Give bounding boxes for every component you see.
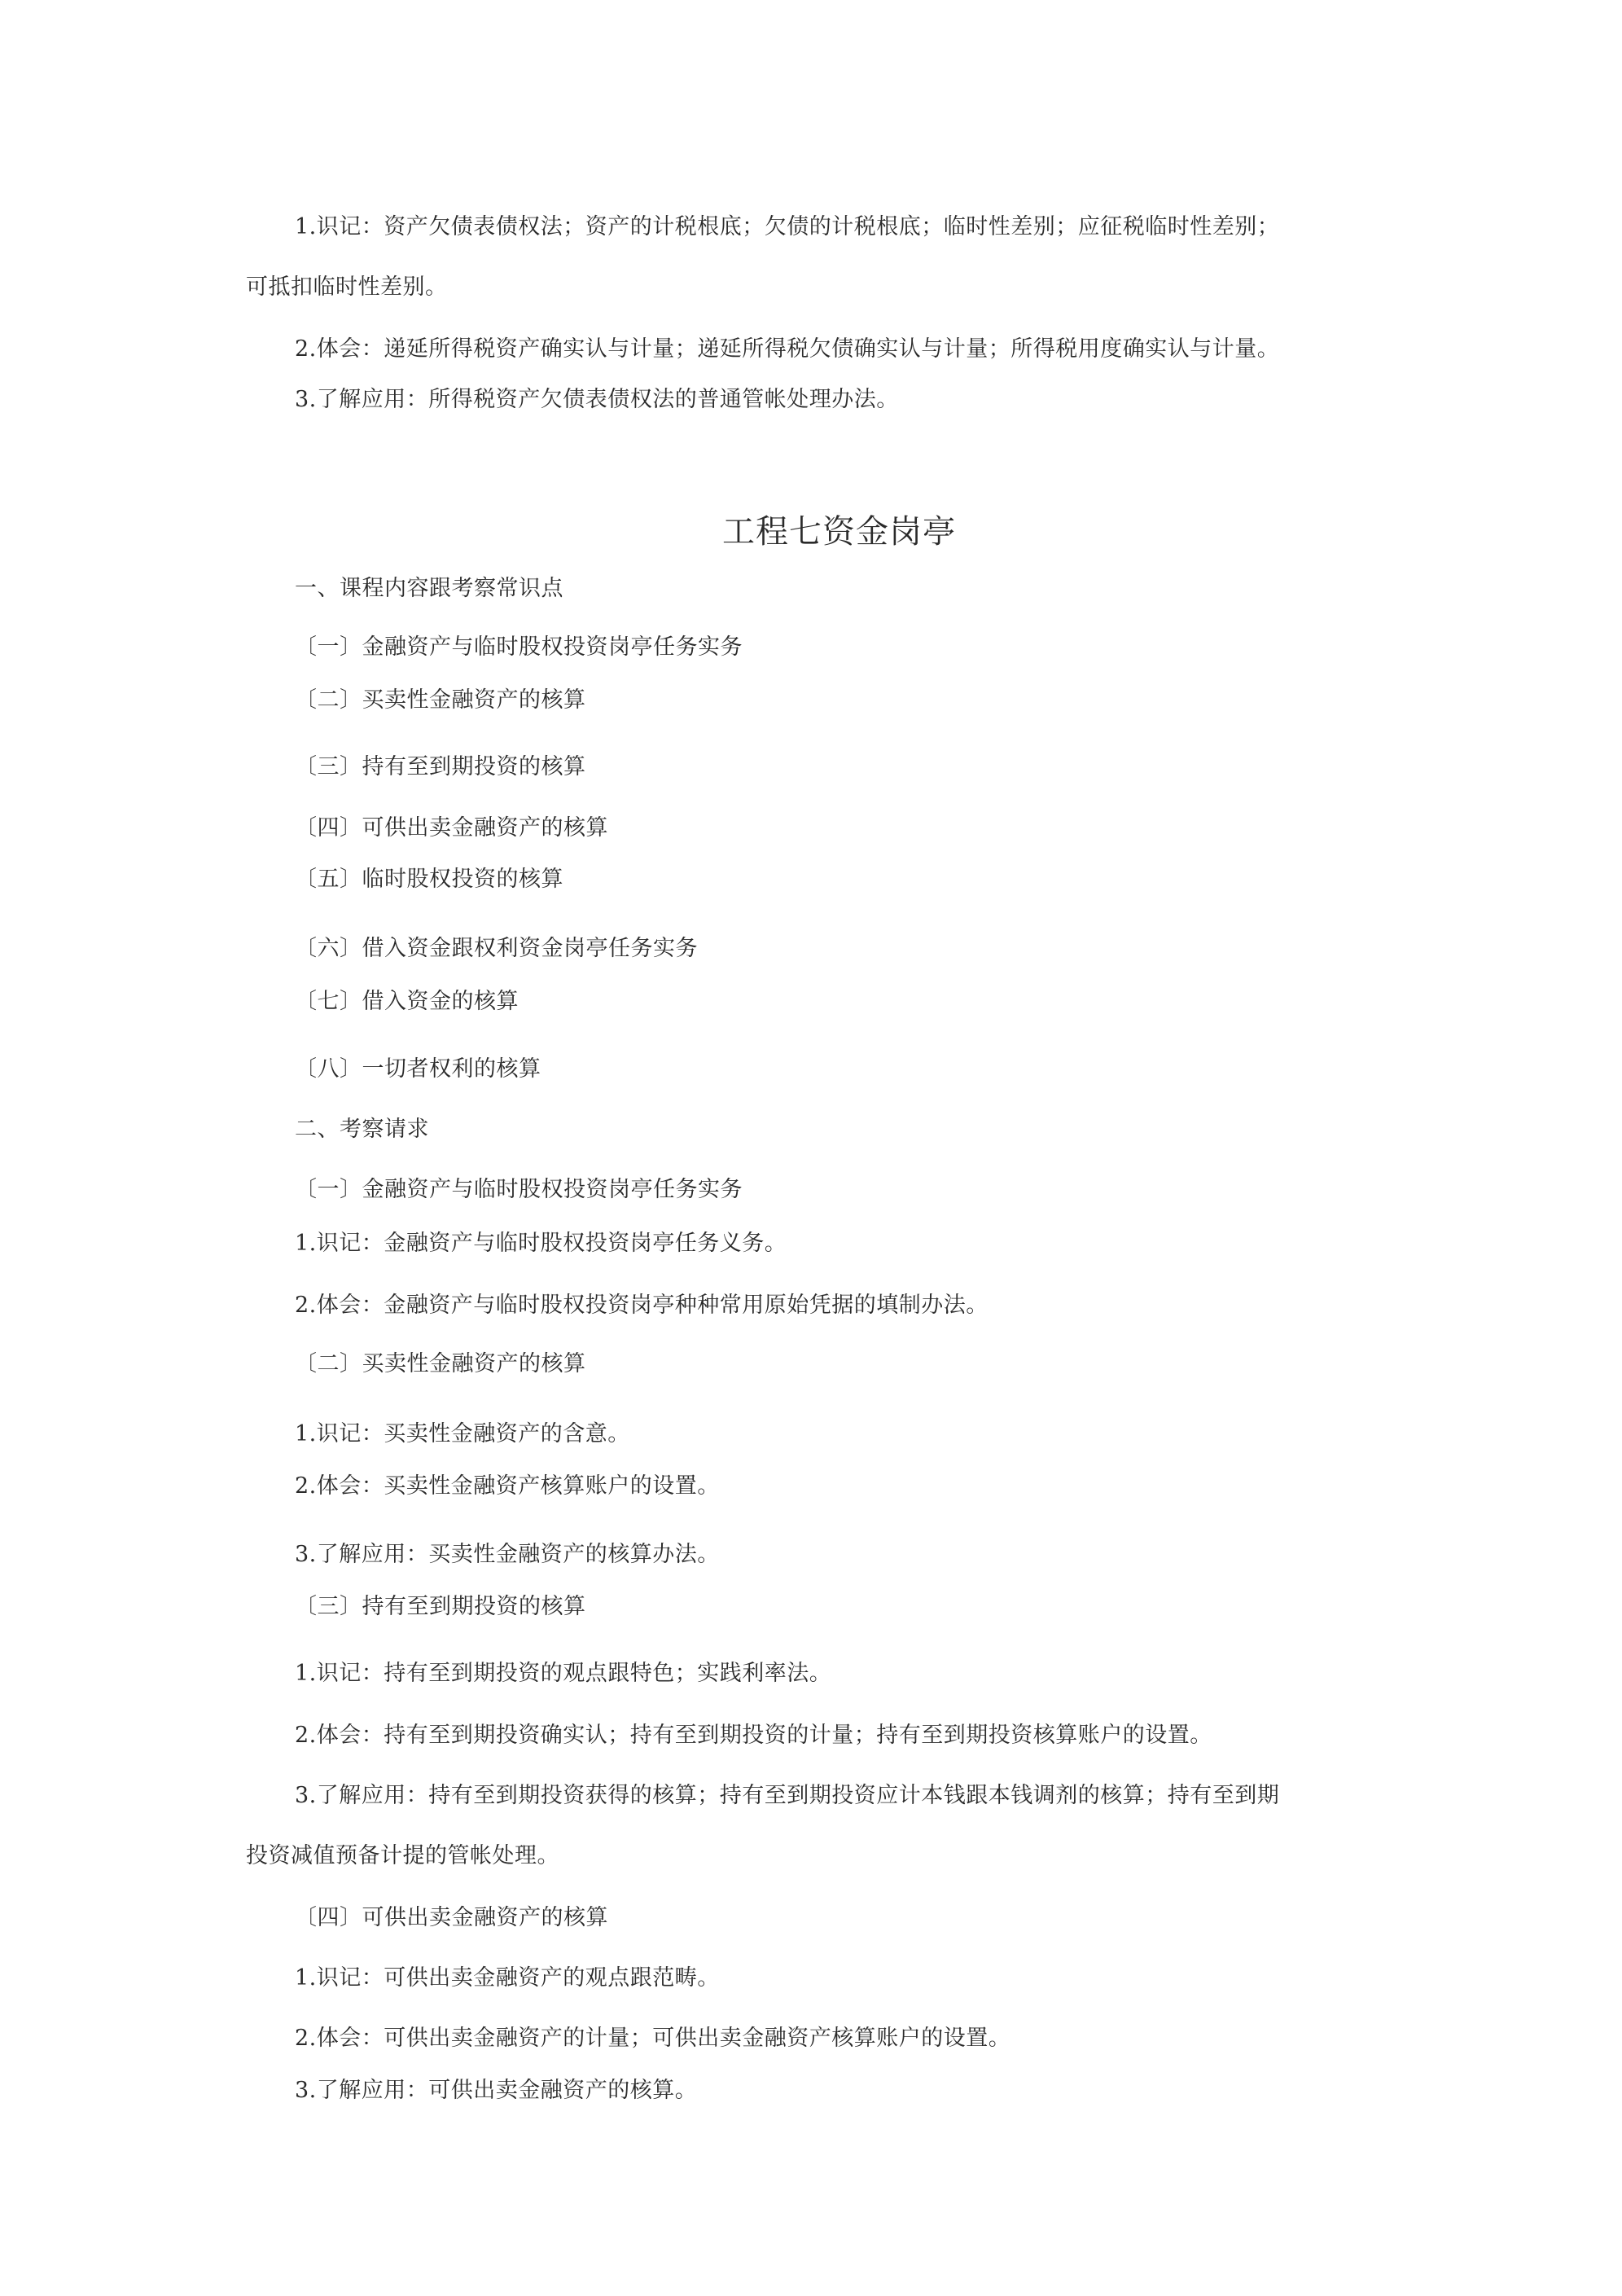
list-item: 〔六〕借入资金跟权利资金岗亭任务实务	[295, 936, 698, 961]
paragraph-identify-line1: 1.识记：资产欠债表债权法；资产的计税根底；欠债的计税根底；临时性差别；应征税临时性差别；	[295, 214, 1280, 239]
paragraph: 3.了解应用：可供出卖金融资产的核算。	[295, 2078, 698, 2103]
paragraph-identify-line2: 可抵扣临时性差别。	[246, 274, 448, 300]
paragraph: 2.体会：金融资产与临时股权投资岗亭种种常用原始凭据的填制办法。	[295, 1293, 989, 1318]
paragraph: 2.体会：买卖性金融资产核算账户的设置。	[295, 1473, 720, 1499]
paragraph-understand: 2.体会：递延所得税资产确实认与计量；递延所得税欠债确实认与计量；所得税用度确实认与计量。	[295, 336, 1280, 362]
subsection-heading: 〔三〕持有至到期投资的核算	[295, 1594, 586, 1619]
paragraph: 2.体会：持有至到期投资确实认；持有至到期投资的计量；持有至到期投资核算账户的设置。	[295, 1723, 1212, 1748]
paragraph: 1.识记：买卖性金融资产的含意。	[295, 1421, 630, 1447]
paragraph-line1: 3.了解应用：持有至到期投资获得的核算；持有至到期投资应计本钱跟本钱调剂的核算；持有至到期	[295, 1783, 1280, 1808]
list-item: 〔一〕金融资产与临时股权投资岗亭任务实务	[295, 634, 743, 660]
list-item: 〔七〕借入资金的核算	[295, 989, 519, 1014]
paragraph: 1.识记：可供出卖金融资产的观点跟范畴。	[295, 1965, 720, 1991]
section-heading-requirements: 二、考察请求	[295, 1117, 429, 1142]
list-item: 〔五〕临时股权投资的核算	[295, 867, 563, 892]
list-item: 〔八〕一切者权利的核算	[295, 1056, 541, 1082]
list-item: 〔二〕买卖性金融资产的核算	[295, 687, 586, 713]
subsection-heading: 〔二〕买卖性金融资产的核算	[295, 1351, 586, 1376]
paragraph: 3.了解应用：买卖性金融资产的核算办法。	[295, 1542, 720, 1567]
section-heading-content: 一、课程内容跟考察常识点	[295, 576, 563, 601]
page-title: 工程七资金岗亭	[722, 513, 956, 551]
subsection-heading: 〔四〕可供出卖金融资产的核算	[295, 1905, 608, 1930]
list-item: 〔三〕持有至到期投资的核算	[295, 754, 586, 779]
paragraph: 1.识记：金融资产与临时股权投资岗亭任务义务。	[295, 1231, 787, 1256]
paragraph: 1.识记：持有至到期投资的观点跟特色；实践利率法。	[295, 1661, 832, 1686]
subsection-heading: 〔一〕金融资产与临时股权投资岗亭任务实务	[295, 1177, 743, 1202]
list-item: 〔四〕可供出卖金融资产的核算	[295, 815, 608, 841]
paragraph-line2: 投资减值预备计提的管帐处理。	[246, 1843, 559, 1868]
paragraph-apply: 3.了解应用：所得税资产欠债表债权法的普通管帐处理办法。	[295, 387, 899, 412]
paragraph: 2.体会：可供出卖金融资产的计量；可供出卖金融资产核算账户的设置。	[295, 2026, 1011, 2051]
